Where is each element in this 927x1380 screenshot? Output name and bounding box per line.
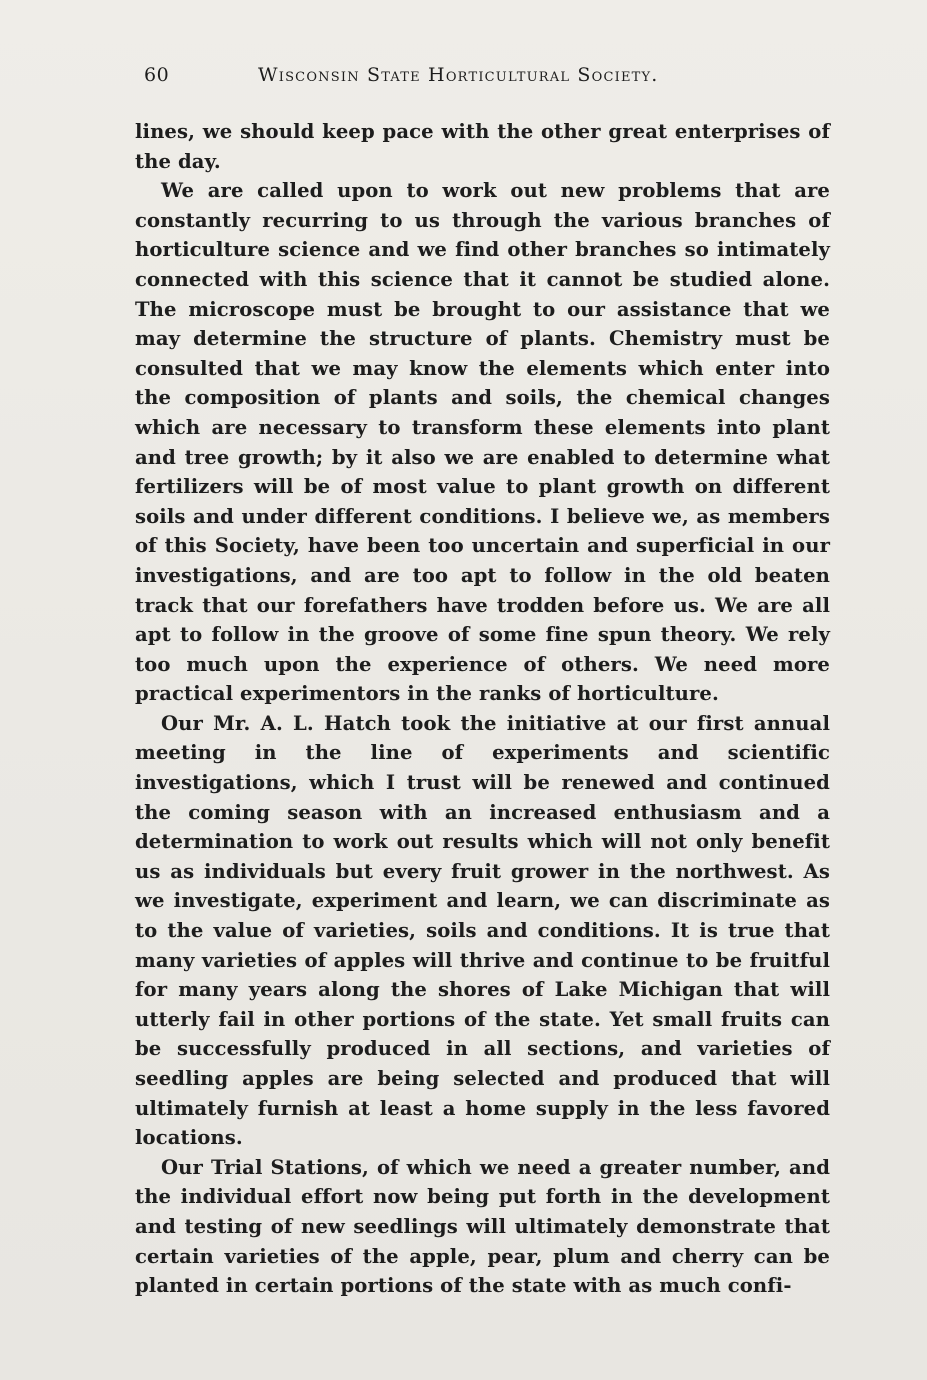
page-number: 60	[144, 64, 170, 86]
body-text	[135, 117, 830, 1301]
paragraph-trial-stations: Our Trial Stations, of which we need a greater number, and the individual effort now being put forth in the development and testing of new seedlings will ultimately demonstrate that certain varieties of the apple, pear, plum and cherry can be planted in certain portions of the state with as much confi-	[135, 1155, 830, 1298]
running-title: Wisconsin State Horticultural Society.	[258, 64, 659, 86]
paragraph-problems: We are called upon to work out new problems that are constantly recurring to us through the various branches of horticulture science and we find other branches so intimately connected with this science that it cannot be studied alone. The microscope must be brought to our assistance that we may determine the structure of plants. Chemistry must be consulted that we may know the elements which enter into the composition of plants and soils, the chemical changes which are necessary to transform these elements into plant and tree growth; by it also we are enabled to determine what fertilizers will be of most value to plant growth on different soils and under different conditions. I believe we, as members of this Society, have been too uncertain and superficial in our investigations, and are too apt to follow in the old beaten track that our forefathers have trodden before us. We are all apt to follow in the groove of some fine spun theory. We rely too much upon the experience of others. We need more practical experimentors in the ranks of horticulture.	[135, 179, 830, 706]
page-header	[144, 64, 834, 96]
paragraph-hatch: Our Mr. A. L. Hatch took the initiative at our first annual meeting in the line of experiments and scientific investigations, which I trust will be renewed and continued the coming season with an increased enthusiasm and a determination to work out results which will not only benefit us as individuals but every fruit grower in the northwest. As we investigate, experiment and learn, we can discriminate as to the value of varieties, soils and conditions. It is true that many varieties of apples will thrive and continue to be fruitful for many years along the shores of Lake Michigan that will utterly fail in other portions of the state. Yet small fruits can be successfully produced in all sections, and varieties of seedling apples are being selected and produced that will ultimately furnish at least a home supply in the less favored locations.	[135, 711, 830, 1150]
paragraph-continued: lines, we should keep pace with the other great enterprises of the day.	[135, 120, 830, 173]
